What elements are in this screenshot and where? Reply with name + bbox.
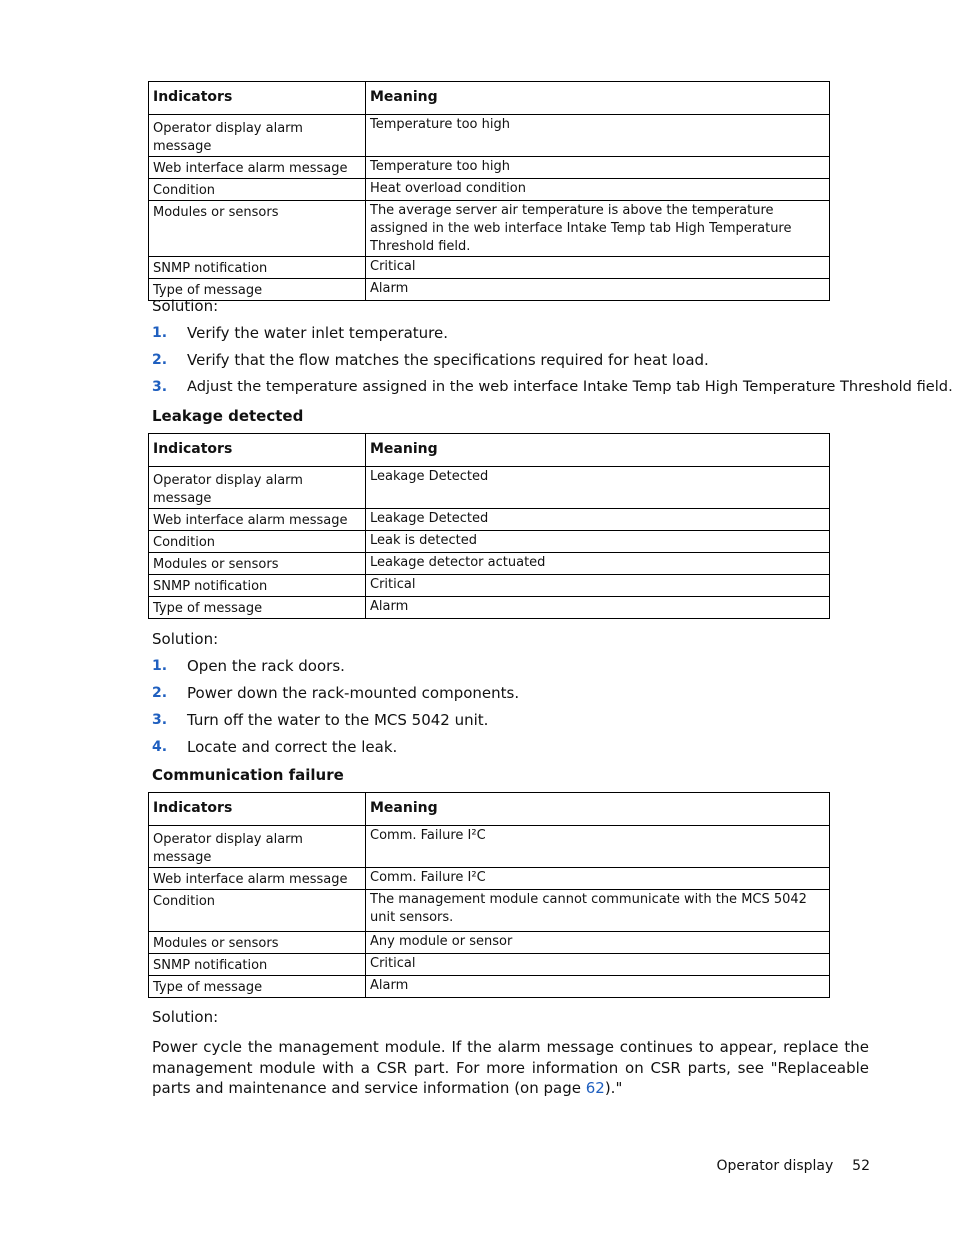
header-meaning: Meaning <box>366 82 830 115</box>
table-row: Type of message Alarm <box>149 976 830 998</box>
solution-label: Solution: <box>152 1008 219 1026</box>
page-reference-link[interactable]: 62 <box>585 1079 605 1097</box>
header-meaning: Meaning <box>366 793 830 826</box>
header-indicators: Indicators <box>149 434 366 467</box>
solution-paragraph: Power cycle the management module. If the alarm message continues to appear, replace the management module with a CSR part. For more information on CSR parts, see "Replaceable parts and maintenance and service information (on page 62)." <box>152 1038 869 1097</box>
list-item: 1. Verify the water inlet temperature. <box>152 324 448 342</box>
table-row: Condition Heat overload condition <box>149 179 830 201</box>
table-temperature <box>148 81 830 301</box>
table-row: Operator display alarm message Comm. Failure I²C <box>149 826 830 868</box>
table-communication <box>148 792 830 998</box>
table-row: Web interface alarm message Leakage Detected <box>149 509 830 531</box>
table-leakage <box>148 433 830 619</box>
table-row: SNMP notification Critical <box>149 954 830 976</box>
section-title-leakage: Leakage detected <box>152 407 304 425</box>
solution-label: Solution: <box>152 630 219 648</box>
table-row: Operator display alarm message Leakage Detected <box>149 467 830 509</box>
footer-page-number: 52 <box>852 1158 870 1174</box>
steps-list <box>152 324 953 405</box>
section-title-communication: Communication failure <box>152 766 344 784</box>
table-row: Modules or sensors The average server air temperature is above the temperature assigned in the web interface Intake Temp tab High Temperature Threshold field. <box>149 201 830 257</box>
table-row: Web interface alarm message Comm. Failure I²C <box>149 868 830 890</box>
table-row: Web interface alarm message Temperature too high <box>149 157 830 179</box>
list-item: 2. Power down the rack-mounted components. <box>152 684 520 702</box>
list-item: 3. Turn off the water to the MCS 5042 unit. <box>152 711 489 729</box>
table-row: Type of message Alarm <box>149 279 830 301</box>
table-row: Type of message Alarm <box>149 597 830 619</box>
header-indicators: Indicators <box>149 82 366 115</box>
table-row: Modules or sensors Leakage detector actuated <box>149 553 830 575</box>
list-item: 3. Adjust the temperature assigned in the web interface Intake Temp tab High Temperature Threshold field. <box>152 378 953 395</box>
list-item: 2. Verify that the flow matches the specifications required for heat load. <box>152 351 709 369</box>
table-row: SNMP notification Critical <box>149 575 830 597</box>
steps-list <box>152 657 882 765</box>
page-footer <box>716 1158 870 1174</box>
footer-section: Operator display <box>716 1158 834 1174</box>
table-row: Condition The management module cannot communicate with the MCS 5042 unit sensors. <box>149 890 830 932</box>
table-row: Modules or sensors Any module or sensor <box>149 932 830 954</box>
solution-label: Solution: <box>152 297 219 315</box>
table-row: Condition Leak is detected <box>149 531 830 553</box>
table-row: SNMP notification Critical <box>149 257 830 279</box>
header-meaning: Meaning <box>366 434 830 467</box>
list-item: 4. Locate and correct the leak. <box>152 738 398 756</box>
header-indicators: Indicators <box>149 793 366 826</box>
list-item: 1. Open the rack doors. <box>152 657 345 675</box>
table-row: Operator display alarm message Temperature too high <box>149 115 830 157</box>
